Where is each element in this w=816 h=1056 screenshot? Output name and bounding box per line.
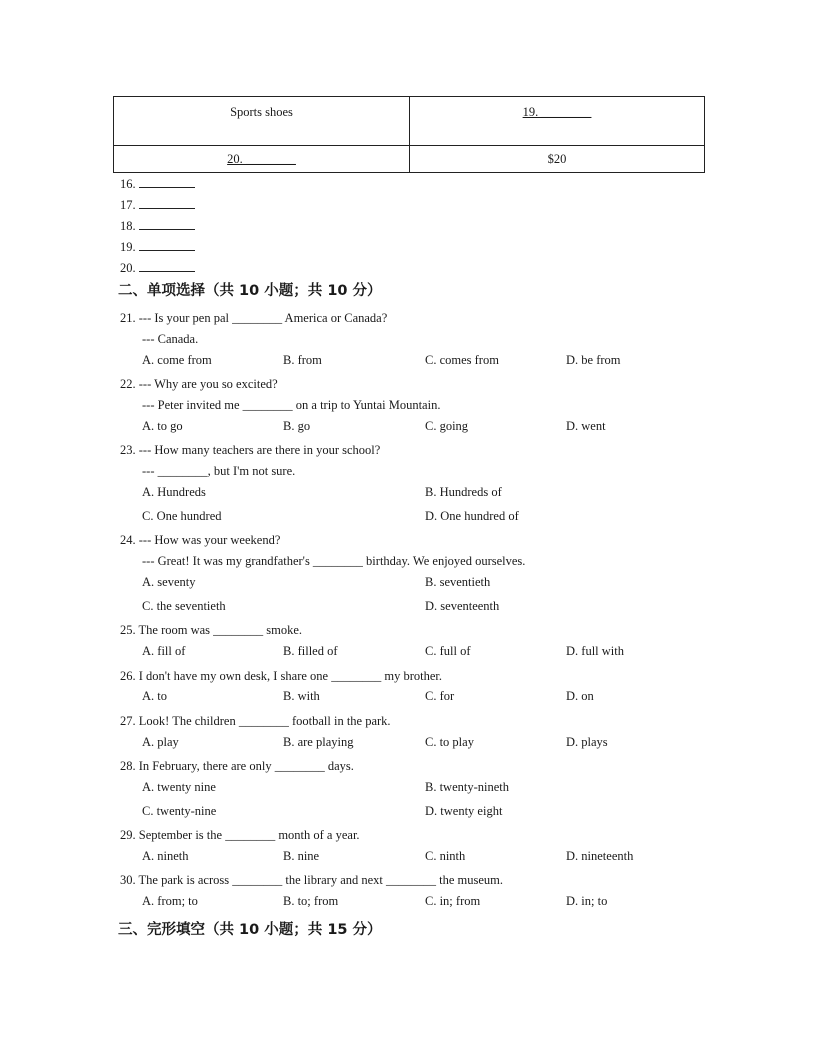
question-24-reply: --- Great! It was my grandfather's ________ birthday. We enjoyed ourselves. (142, 554, 526, 568)
q21-option-d[interactable]: D. be from (566, 353, 621, 367)
answer-line-17[interactable] (120, 196, 195, 213)
q22-option-d[interactable]: D. went (566, 419, 606, 433)
q30-option-d[interactable]: D. in; to (566, 894, 608, 908)
answer-line-19[interactable] (120, 238, 195, 255)
answer-number: 16. (120, 177, 136, 191)
q29-option-a[interactable]: A. nineth (142, 849, 189, 863)
q26-option-c[interactable]: C. for (425, 689, 455, 703)
table-cell (114, 97, 410, 146)
q28-option-a[interactable]: A. twenty nine (142, 780, 216, 794)
section-2-title: 二、单项选择（共 10 小题；共 10 分） (118, 283, 382, 299)
q30-option-a[interactable]: A. from; to (142, 894, 198, 908)
question-30-stem: 30. The park is across ________ the library and next ________ the museum. (120, 873, 504, 887)
q27-option-c[interactable]: C. to play (425, 735, 474, 749)
question-26-stem: 26. I don't have my own desk, I share one ________ my brother. (120, 669, 442, 683)
q28-option-b[interactable]: B. twenty-nineth (425, 780, 510, 794)
question-28-stem: 28. In February, there are only ________ days. (120, 759, 354, 773)
q24-option-a[interactable]: A. seventy (142, 575, 196, 589)
answer-number: 20. (120, 261, 136, 275)
answer-blank[interactable] (139, 217, 195, 230)
question-22-stem: 22. --- Why are you so excited? (120, 377, 278, 391)
table-row (114, 146, 705, 173)
q23-option-b[interactable]: B. Hundreds of (425, 485, 502, 499)
q29-option-c[interactable]: C. ninth (425, 849, 466, 863)
answer-number: 18. (120, 219, 136, 233)
answer-blank[interactable] (139, 175, 195, 188)
q26-option-a[interactable]: A. to (142, 689, 167, 703)
q23-option-a[interactable]: A. Hundreds (142, 485, 206, 499)
q23-option-d[interactable]: D. One hundred of (425, 509, 519, 523)
table-cell (410, 146, 705, 173)
q24-option-c[interactable]: C. the seventieth (142, 599, 226, 613)
q25-option-d[interactable]: D. full with (566, 644, 624, 658)
section-3-title: 三、完形填空（共 10 小题；共 15 分） (118, 922, 382, 938)
question-24-stem: 24. --- How was your weekend? (120, 533, 281, 547)
q25-option-b[interactable]: B. filled of (283, 644, 338, 658)
q24-option-b[interactable]: B. seventieth (425, 575, 491, 589)
cell-text: $20 (547, 152, 567, 166)
question-22-reply: --- Peter invited me ________ on a trip to Yuntai Mountain. (142, 398, 441, 412)
table-cell[interactable] (410, 97, 705, 146)
cell-text: Sports shoes (230, 105, 293, 119)
q21-option-a[interactable]: A. come from (142, 353, 212, 367)
q21-option-b[interactable]: B. from (283, 353, 322, 367)
answer-number: 19. (120, 240, 136, 254)
q26-option-d[interactable]: D. on (566, 689, 594, 703)
product-table (113, 96, 705, 173)
q30-option-b[interactable]: B. to; from (283, 894, 339, 908)
answer-blank[interactable] (139, 238, 195, 251)
q22-option-b[interactable]: B. go (283, 419, 311, 433)
table-row (114, 97, 705, 146)
answer-blank[interactable] (139, 196, 195, 209)
q23-option-c[interactable]: C. One hundred (142, 509, 222, 523)
q25-option-c[interactable]: C. full of (425, 644, 471, 658)
q27-option-a[interactable]: A. play (142, 735, 179, 749)
question-27-stem: 27. Look! The children ________ football in the park. (120, 714, 391, 728)
answer-blank[interactable] (139, 259, 195, 272)
answer-line-20[interactable] (120, 259, 195, 276)
q21-option-c[interactable]: C. comes from (425, 353, 499, 367)
q29-option-b[interactable]: B. nine (283, 849, 320, 863)
answer-line-16[interactable] (120, 175, 195, 192)
q22-option-c[interactable]: C. going (425, 419, 469, 433)
question-25-stem: 25. The room was ________ smoke. (120, 623, 303, 637)
question-23-stem: 23. --- How many teachers are there in your school? (120, 443, 381, 457)
q30-option-c[interactable]: C. in; from (425, 894, 481, 908)
question-21-reply: --- Canada. (142, 332, 199, 346)
question-23-reply: --- ________, but I'm not sure. (142, 464, 296, 478)
question-21-stem: 21. --- Is your pen pal ________ America or Canada? (120, 311, 388, 325)
q29-option-d[interactable]: D. nineteenth (566, 849, 634, 863)
answer-number: 17. (120, 198, 136, 212)
table-cell[interactable] (114, 146, 410, 173)
q27-option-d[interactable]: D. plays (566, 735, 608, 749)
cell-text: 20. ________ (227, 152, 296, 166)
question-29-stem: 29. September is the ________ month of a year. (120, 828, 360, 842)
q28-option-d[interactable]: D. twenty eight (425, 804, 503, 818)
cell-text: 19. ________ (522, 105, 592, 119)
q24-option-d[interactable]: D. seventeenth (425, 599, 500, 613)
q22-option-a[interactable]: A. to go (142, 419, 183, 433)
answer-line-18[interactable] (120, 217, 195, 234)
q27-option-b[interactable]: B. are playing (283, 735, 354, 749)
q28-option-c[interactable]: C. twenty-nine (142, 804, 217, 818)
q25-option-a[interactable]: A. fill of (142, 644, 186, 658)
q26-option-b[interactable]: B. with (283, 689, 320, 703)
